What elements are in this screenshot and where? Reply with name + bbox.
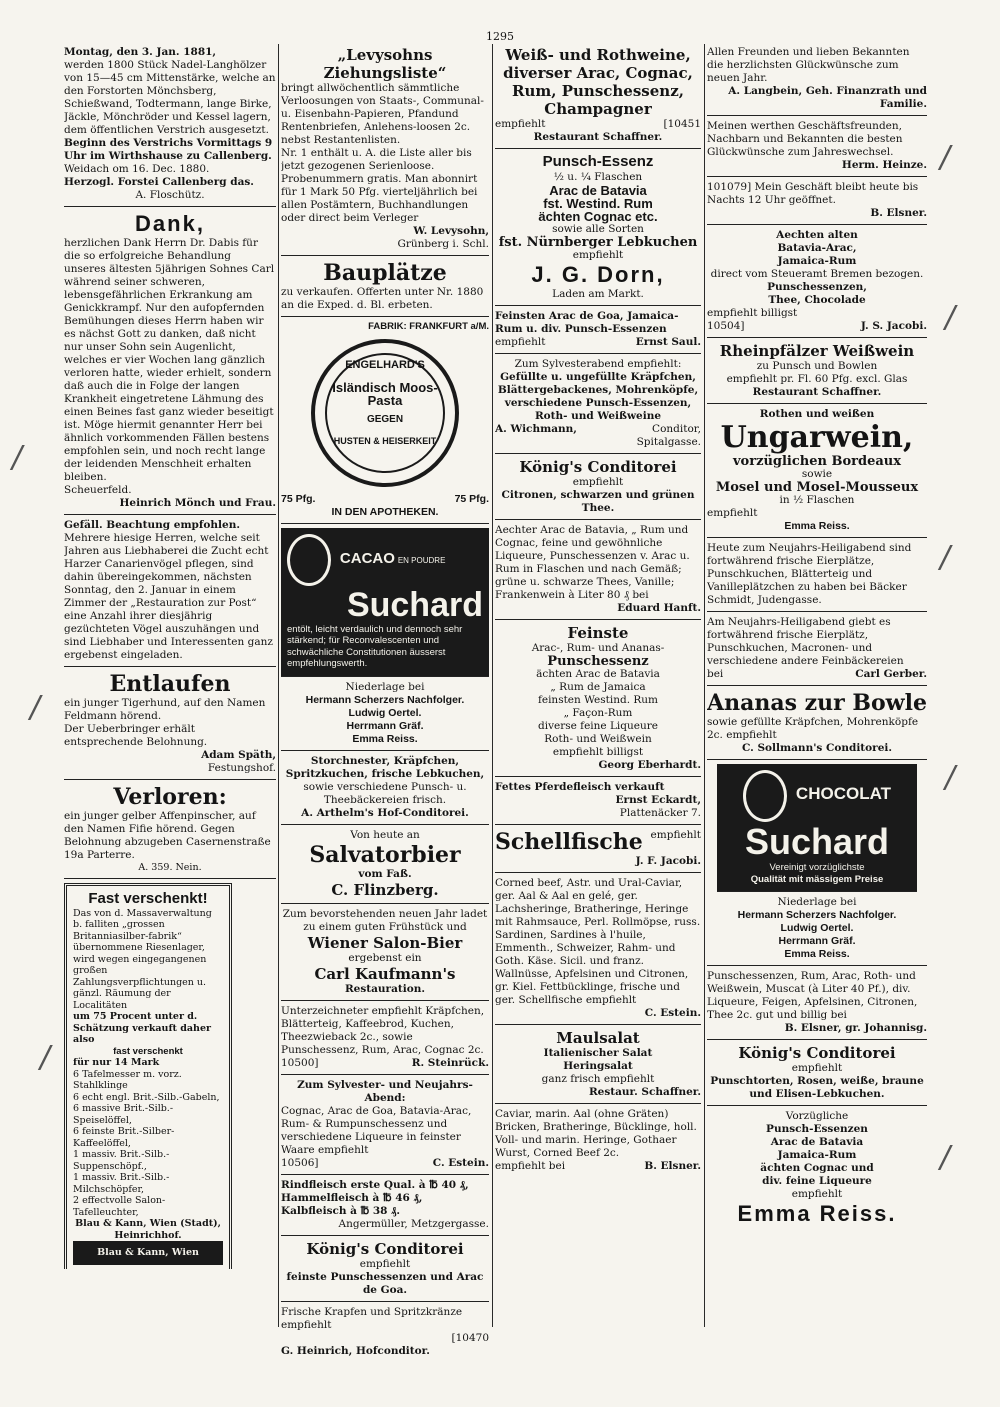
ad-angermueller [281,1179,489,1236]
ad-body: Cognac, Arac de Goa, Batavia-Arac, Rum- & Rumpunschessenz und verschiedene Liqueure in feinster Waare empfiehlt [281,1104,472,1156]
list-item: Hermann Scherzers Nachfolger. [737,909,897,921]
ad-emma-reiss [707,1110,927,1231]
sign-row [495,336,701,349]
brand-label: CHOCOLAT [795,783,891,803]
ad-line: Arac-, Rum- und Ananas- [531,642,665,654]
suchard-logo [287,534,483,624]
ad-thanks [64,211,276,515]
ad-signature: J. S. Jacobi. [860,320,927,332]
ad-line: Roth- und Weißwein [544,733,652,745]
ad-body: Das von d. Massaverwaltung b. falliten „grossen Britanniasilber-fabrik“ übernommene Riesenlager, wird wegen eingegangenen großen Zahlungsverpflichtungen u. gänzl. Räumung der Localitäten [73,907,212,1011]
ad-levysohn [281,46,489,256]
ad-line: fst. Westind. Rum [543,196,653,211]
ad-line: Batavia-Arac, [777,242,857,254]
ad-title: König's Conditorei [519,458,677,476]
ad-body: Corned beef, Astr. und Ural-Caviar, ger. Aal & Aal en gelé, ger. Lachsheringe, Bratheringe, Heringe mit Rahmsauce, Perl. Rollmöpse, russ. Sardinen, Sardines à l'huile, Emmenth., Schweizer, Rahm- und Goth. Käse. Sicil. und franz. Wallnüsse, Apfelsinen und Citronen, gr. Kiel. Fettbücklinge, frische und ger. Schellfische empfiehlt [495,877,701,1006]
ad-signature: Laden am Markt. [552,288,644,300]
ad-body: sowie gefüllte Kräpfchen, Mohrenköpfe 2c. empfiehlt [707,716,919,741]
ad-body: Meinen werthen Geschäftsfreunden, Nachbarn und Bekannten die besten Glückwünsche zum Jahreswechsel. [707,120,903,158]
ad-body: herzlichen Dank Herrn Dr. Dabis für die so erfolgreiche Behandlung unseres ältesten 5jährigen Sohnes Carl während seiner schweren, lebensgefährlichen Erkrankung am Genickkrampf. Nur den aufopfernden Bemühungen dieses Herrn haben wir es nächst Gott zu danken, daß nicht nur unser Sohn sein Augenlicht, welches er vier Wochen lang gänzlich verloren hatte, wieder erhielt, sondern daß auch die in Folge der langen Krankheit eingetretene Lähmung des einen Beines fast ganz wieder beseitigt ist. Möge hiermit genannter Herr bei ähnlich vorkommenden Fällen bestens empfohlen sein, und noch recht lange der leidenden Menschheit erhalten bleiben. [64,237,275,483]
ad-chocolat-suchard [717,764,917,892]
ad-role: Conditor, [652,423,701,435]
ad-elsner-hours [707,181,927,225]
ad-body: Punschessenzen, Rum, Arac, Roth- und Weißwein, Muscat (à Liter 40 Pf.), div. Liqueure, Feigen, Apfelsinen, Citronen, Thee 2c. gut und billig bei [707,970,918,1021]
ad-signature: Emma Reiss. [784,520,850,532]
ad-estein [281,1079,489,1175]
ad-pre: empfiehlt [495,118,546,130]
ad-signature: Festungshof. [207,762,276,774]
ad-line: Rindfleisch erste Qual. à ℔ 40 ₰, [281,1178,469,1191]
handwritten-mark: / [30,690,41,725]
ad-address: Spitalgasse. [636,436,701,448]
ad-niederlage-2 [707,896,927,966]
ad-line: sowie [801,468,833,480]
ad-elsner-goods [707,970,927,1040]
ad-body: werden 1800 Stück Nadel-Langhölzer von 15—45 cm Mittenstärke, welche an den Forstorten Mönchsberg, Schießwand, Todtermann, lange Birke, Jäckle, Mönchröder und Kessel lagern, dem öffentlichen Verstrich ausgesetzt. [64,59,276,136]
ad-corned-beef [495,877,701,1025]
ad-line: div. feine Liqueure [762,1175,872,1187]
ad-signature: J. F. Jacobi. [635,855,701,867]
ad-line: Italienischer Salat [543,1047,653,1059]
ad-signature: B. Elsner, gr. Johannisg. [784,1022,927,1034]
ad-line: Hammelfleisch à ℔ 46 ₰, [281,1191,423,1204]
list-item: 6 echt engl. Brit.-Silb.-Gabeln, [73,1091,220,1103]
ad-line: Arac de Batavia [770,1136,864,1148]
ad-heinrich [281,1306,489,1362]
ad-body: ein junger gelber Affenpinscher, auf den Namen Fifie hörend. Gegen Belohnung abzugeben Casernenstraße 19a Parterre. [64,810,271,861]
ad-title: Ananas zur Bowle [707,690,927,716]
ad-reference: 10504] [707,320,745,332]
ad-signature: G. Heinrich, Hofconditor. [281,1344,430,1357]
ad-title: Dank, [135,211,205,236]
ad-koenig-conditorei-3 [707,1044,927,1106]
ad-timber-auction [64,46,276,207]
ad-line: „ Façon-Rum [563,707,633,719]
ad-saul [495,310,701,354]
column-rule [278,44,279,1327]
ad-line: Heringsalat [563,1060,633,1072]
ad-lost-pinscher [64,784,276,879]
ad-line: Jamaica-Rum [777,255,857,267]
ad-line: Qualität mit mässigem Preise [750,873,884,885]
ad-where: IN DEN APOTHEKEN. [331,505,439,518]
s-emblem-icon [287,534,331,586]
ad-line: diverse feine Liqueure [538,720,658,732]
s-emblem-icon [743,770,787,822]
ad-body: feinste Punschessenzen und Arac de Goa. [286,1270,484,1296]
ad-salvatorbier [281,829,489,904]
ad-pre: empfiehlt [791,1188,843,1200]
ad-line: Punschessenz [547,654,649,669]
ad-title: Feinste [567,624,629,642]
ad-signature: C. Sollmann's Conditorei. [741,742,893,754]
ad-line: direct vom Steueramt Bremen bezogen. [710,268,924,280]
sign-row [495,1160,701,1173]
ad-title: Rheinpfälzer Weißwein [719,342,915,360]
list-item: 6 feinste Brit.-Silber-Kaffeelöffel, [73,1126,175,1149]
ad-ananas [707,690,927,760]
ad-title: Champagner [544,100,652,118]
ad-signature: A. Arthelm's Hof-Conditorei. [301,806,469,819]
ad-line: ächten Cognac etc. [538,209,658,224]
ad-title: Montag, den 3. Jan. 1881, [64,46,217,58]
ad-pre: bei [707,668,724,680]
ad-body: Zum bevorstehenden neuen Jahr ladet zu einem guten Frühstück und [282,907,488,933]
ad-weine [495,46,701,149]
ad-signature: R. Steinrück. [411,1056,489,1069]
column-3 [495,46,701,1376]
ad-date: Weidach om 16. Dec. 1880. [64,163,210,175]
ad-body: empfiehlt pr. Fl. 60 Pfg. excl. Glas [726,373,908,385]
list-item: 2 effectvolle Salon-Tafelleuchter, [73,1195,166,1218]
ad-pre: Von heute an [350,828,420,841]
ad-signature: Adam Späth, [201,749,276,761]
ad-signature: Carl Kaufmann's [314,964,456,983]
ad-pre: empfiehlt [650,829,701,841]
ad-body: Heute zum Neujahrs-Heiligabend sind fortwährend frische Eierplätze, Punschkuchen, Blätterteig und Vanilleplätzchen zu haben bei Bäcker Schmidt, Judengasse. [707,542,912,606]
ad-wichmann [495,358,701,454]
ad-fabrik: FABRIK: FRANKFURT a/M. [368,321,489,332]
sign-row [707,668,927,681]
ad-body: Gefüllte u. ungefüllte Kräpfchen, Blättergebackenes, Mohrenköpfe, verschiedene Punsch-Essenzen, Roth- und Weißweine [497,371,699,422]
ad-title: Zum Sylvester- und Neujahrs-Abend: [297,1078,473,1104]
list-item: Emma Reiss. [352,732,418,745]
ad-pre: empfiehlt [791,1062,843,1074]
ad-signature: A. Wichmann, [495,423,577,435]
ad-reference: [10451 [663,118,701,130]
list-item: 1 massiv. Brit.-Silb.-Suppenschöpf., [73,1149,170,1172]
ad-signature: B. Elsner. [644,1160,701,1172]
ad-body: Nr. 1 enthält u. A. die Liste aller bis jetzt gezogenen Serienloose. Probenummern gratis. Man abonnirt für 1 Mark 50 Pfg. vierteljährlich bei allen Postämtern, Buchhandlungen oder direct beim Verleger [281,147,478,224]
column-4 [707,46,927,1346]
handwritten-mark: / [945,300,956,335]
seal-brand: ENGELHARD'S [345,358,425,371]
ad-head: Niederlage bei [345,680,425,693]
handwritten-mark: / [40,1040,51,1075]
list-item: Herrmann Gräf. [346,719,424,732]
ad-address: Plattenäcker 7. [619,807,701,819]
ad-signature: Emma Reiss. [737,1201,897,1226]
ad-line: Punschessenzen, [767,281,867,293]
ad-jacobi [707,229,927,338]
list-item: 1 massiv. Brit.-Silb.-Milchschöpfer, [73,1172,170,1195]
ad-pre: empfiehlt [572,476,624,488]
ad-schmidt [707,542,927,612]
ad-rheinpfaelzer [707,342,927,404]
ad-gerber [707,616,927,686]
ad-line: Kalbfleisch à ℔ 38 ₰. [281,1204,401,1217]
ad-reference: A. 359. Nein. [138,862,202,873]
ad-signature: Ernst Eckardt, [615,794,701,806]
ad-signature: Ernst Saul. [635,336,701,348]
brand-name: Suchard [744,821,890,862]
ad-signature: Restauration. [344,982,426,995]
ad-signature: Herzogl. Forstei Callenberg das. [64,176,254,188]
ad-head: Niederlage bei [777,896,857,908]
ad-signature: Angermüller, Metzgergasse. [338,1217,489,1230]
sign-row [281,1157,489,1170]
ad-title: Verloren: [113,784,227,810]
column-2 [281,46,489,1376]
ad-signature: C. Estein. [432,1156,489,1169]
ad-signature: Heinrich Mönch und Frau. [119,497,276,509]
handwritten-mark: / [940,140,951,175]
sign-row [707,320,927,333]
ad-title: Salvatorbier [309,841,461,868]
ad-title: Schellfische [495,829,643,855]
ad-address: Blau & Kann, Wien (Stadt), Heinrichhof. [75,1218,221,1241]
ad-signature: Restaurant Schaffner. [533,131,663,143]
ad-body: zu Punsch und Bowlen [756,360,878,372]
ad-line: ½ u. ¼ Flaschen [553,171,643,183]
ad-pre: empfiehlt [495,336,546,348]
ad-dorn [495,153,701,306]
list-item: Ludwig Oertel. [348,706,422,719]
ad-line: sowie alle Sorten [552,223,644,235]
ad-caviar [495,1108,701,1177]
price-right: 75 Pfg. [454,492,489,505]
suchard-logo [723,770,911,862]
ad-pre: Rothen und weißen [759,408,875,420]
ad-pre: empfiehlt billigst [552,746,644,758]
ad-body: Allen Freunden und lieben Bekannten die herzlichsten Glückwünsche zum neuen Jahr. [707,46,910,84]
ad-title: Fast verschenkt! [88,889,208,907]
ad-line: Punsch-Essenzen [766,1123,868,1135]
handwritten-mark: / [945,760,956,795]
ad-pre: empfiehlt bei [495,1160,566,1172]
list-item: Hermann Scherzers Nachfolger. [305,693,465,706]
ad-signature: Restaur. Schaffner. [588,1086,701,1098]
sign-row [495,118,701,131]
handwritten-mark: / [12,440,23,475]
ad-body: 101079] Mein Geschäft bleibt heute bis Nachts 12 Uhr geöffnet. [707,181,919,206]
list-item: Emma Reiss. [784,948,850,960]
ad-title: Wiener Salon-Bier [307,933,463,952]
ad-body: Fettes Pferdefleisch verkauft [495,781,665,793]
ad-signature: Herm. Heinze. [841,159,927,171]
ad-body: Am Neujahrs-Heiligabend giebt es fortwährend frische Eierplätz, Punschkuchen, Macronen- und verschiedene andere Feinbäckereien [707,616,904,667]
ad-title: „Levysohns Ziehungsliste“ [323,46,447,82]
ad-langbein [707,46,927,116]
ad-pre: ganz frisch empfiehlt [541,1073,655,1085]
seal-gegen: GEGEN [366,413,404,425]
ad-heinze [707,120,927,177]
ad-body: entölt, leicht verdaulich und dennoch sehr stärkend; für Reconvalescenten und schwächliche Constitutionen äusserst empfehlungswerth. [287,623,463,669]
ad-signature: Restaurant Schaffner. [752,386,882,398]
ad-headline: fast verschenkt [113,1045,183,1057]
ad-signature: Grünberg i. Schl. [397,238,489,250]
ad-canaries [64,519,276,667]
ad-body: Citronen, schwarzen und grünen Thee. [501,489,695,514]
ad-koenig-conditorei [281,1240,489,1302]
handwritten-mark: / [940,540,951,575]
ad-moos-pasta [281,321,489,524]
ad-line: Mosel und Mosel-Mousseux [715,480,919,495]
brand-tag: EN POUDRE [397,555,446,565]
ad-cacao-suchard [281,528,489,677]
list-item: 6 massive Brit.-Silb.-Speiselöffel, [73,1103,174,1126]
sign-row [495,423,701,436]
ad-signature: C. Flinzberg. [331,880,439,899]
column-rule [492,44,493,1327]
ad-line: Arac de Batavia [549,183,647,198]
ad-koenig-conditorei-2 [495,458,701,520]
ad-title: König's Conditorei [738,1044,896,1062]
ad-body: sowie verschiedene Punsch- u. Theebäckereien frisch. [303,780,467,806]
ad-title: Maulsalat [556,1029,640,1047]
ad-title: Aechten alten [776,229,858,241]
ad-line: „ Rum de Jamaica [550,681,646,693]
ad-steinrueck [281,1005,489,1075]
ad-reference: 10500] [281,1056,319,1069]
column-rule [704,44,705,1327]
ad-sub: vom Faß. [358,867,412,880]
ad-title: Bauplätze [323,260,447,286]
ad-body: zu verkaufen. Offerten unter Nr. 1880 an die Exped. d. Bl. erbeten. [281,286,484,311]
ad-signature: Georg Eberhardt. [598,759,701,771]
ad-ungarwein [707,408,927,538]
ad-pre: Zum Sylvesterabend empfiehlt: [514,358,682,370]
ad-line: fst. Nürnberger Lebkuchen [498,235,698,250]
ad-pre: empfiehlt [359,1257,411,1270]
ad-maulsalat [495,1029,701,1104]
ad-body: Caviar, marin. Aal (ohne Gräten) Bricken, Bratheringe, Bücklinge, holl. Voll- und marin. Heringe, Gothaer Wurst, Corned Beef 2c. [495,1108,697,1159]
ad-title: Entlaufen [109,671,231,697]
ad-reference: [10470 [451,1331,489,1344]
ad-signature: Carl Gerber. [855,668,927,680]
ad-niederlage [281,681,489,751]
ad-body: Frische Krapfen und Spritzkränze empfiehlt [281,1305,463,1331]
ad-signature: W. Levysohn, [413,225,489,237]
ad-signature: A. Langbein, Geh. Finanzrath und Familie. [728,85,927,110]
ad-eckardt [495,781,701,825]
ad-bauplaetze [281,260,489,317]
ad-line: ächten Cognac und [760,1162,874,1174]
ad-pre: Vorzügliche [785,1110,849,1122]
ad-pre: empfiehlt billigst [707,307,798,319]
ad-signature: B. Elsner. [870,207,927,219]
ad-line: in ½ Flaschen [779,494,855,506]
ad-title: Ungarwein, [720,420,914,455]
ad-body: Feinsten Arac de Goa, Jamaica-Rum u. div. Punsch-Essenzen [495,310,679,335]
ad-title: Storchnester, Kräpfchen, Spritzkuchen, frische Lebkuchen, [285,754,485,780]
seal-against: HUSTEN & HEISERKEIT [333,435,437,446]
ad-signature: C. Estein. [644,1007,701,1019]
column-1 [64,46,276,1346]
sign-row [281,1057,489,1070]
brand-name: Suchard [346,585,483,624]
ad-signature: J. G. Dorn, [531,262,665,287]
ad-offer: um 75 Procent unter d. Schätzung verkauft daher also [73,1011,212,1045]
ad-body: Aechter Arac de Batavia, „ Rum und Cognac, feine und gewöhnliche Liqueure, Punschessenzen v. Arac u. Rum in Flaschen und nach Gemäß; grüne u. schwarze Thees, Vanille; Frankenwein à Liter 80 ₰ bei [495,524,690,601]
list-item: Ludwig Oertel. [780,922,854,934]
ad-line: Thee, Chocolade [768,294,866,306]
ad-pre: empfiehlt [572,249,624,261]
ad-title: Weiß- und Rothweine, diverser Arac, Cognac, Rum, Punschessenz, [503,46,693,100]
brand-label: CACAO [339,549,395,567]
ad-pre: empfiehlt [707,507,758,519]
ad-signature: Eduard Hanft. [617,602,701,614]
title-row [495,829,701,855]
ad-footer: Blau & Kann, Wien [73,1241,223,1265]
ad-eberhardt [495,624,701,777]
ad-arthelm [281,755,489,825]
ad-body: Beginn des Verstrichs Vormittags 9 Uhr im Wirthshause zu Callenberg. [64,137,273,162]
ad-body: Der Ueberbringer erhält entsprechende Belohnung. [64,723,208,748]
ad-pre: ergebenst ein [348,951,422,964]
ad-line: Vereinigt vorzüglichste [769,862,865,873]
ad-body: Unterzeichneter empfiehlt Kräpfchen, Blätterteig, Kaffeebrod, Kuchen, Theezwieback 2c., sowie Punschessenz, Rum, Arac, Cognac 2c. [281,1004,485,1056]
ad-line: Jamaica-Rum [777,1149,857,1161]
ad-fast-verschenkt [64,883,232,1269]
ad-hanft [495,524,701,620]
ad-body: ein junger Tigerhund, auf den Namen Feldmann hörend. [64,697,266,722]
seal-icon [311,339,459,487]
ad-lost-dog [64,671,276,780]
ad-title: König's Conditorei [306,1239,464,1258]
list-item: 6 Tafelmesser m. vorz. Stahlklinge [73,1068,182,1091]
ad-title: Punsch-Essenz [542,153,654,170]
item-list [73,1069,223,1219]
ad-signature: A. Floschütz. [135,189,205,201]
ad-line: ächten Arac de Batavia [536,668,660,680]
ad-place: Scheuerfeld. [64,484,132,496]
price-left: 75 Pfg. [281,492,316,505]
ad-price: für nur 14 Mark [73,1057,160,1068]
ad-body: Punschtorten, Rosen, weiße, braune und Elisen-Lebkuchen. [710,1075,924,1100]
ad-body: bringt allwöchentlich sämmtliche Verloosungen von Staats-, Communal- u. Eisenbahn-Papieren, Pfandund Rentenbriefen, Anlehens-loosen 2c. nebst Restantenlisten. [281,82,484,146]
handwritten-mark: / [940,1140,951,1175]
ad-title: Gefäll. Beachtung empfohlen. [64,519,241,531]
list-item: Herrmann Gräf. [778,935,856,947]
ad-line: vorzüglichen Bordeaux [733,454,901,469]
ad-schellfische [495,829,701,873]
ad-line: feinsten Westind. Rum [537,694,659,706]
ad-reference: 10506] [281,1156,319,1169]
ad-body: Mehrere hiesige Herren, welche seit Jahren aus Liebhaberei die Zucht echt Harzer Canarienvögel pflegen, sind dahin übereingekommen, nächsten Sonntag, den 2. Januar in einem Zimmer der „Restauration zur Post“ eine Anzahl ihrer diesjährig gezüchteten Vögel auszuhängen und sind Liebhaber und Interessenten ganz ergebenst eingeladen. [64,532,273,661]
seal-product: Isländisch Moos-Pasta [332,379,438,408]
ad-kaufmann [281,908,489,1001]
page-number: 1295 [486,30,514,43]
price-row [281,493,489,506]
